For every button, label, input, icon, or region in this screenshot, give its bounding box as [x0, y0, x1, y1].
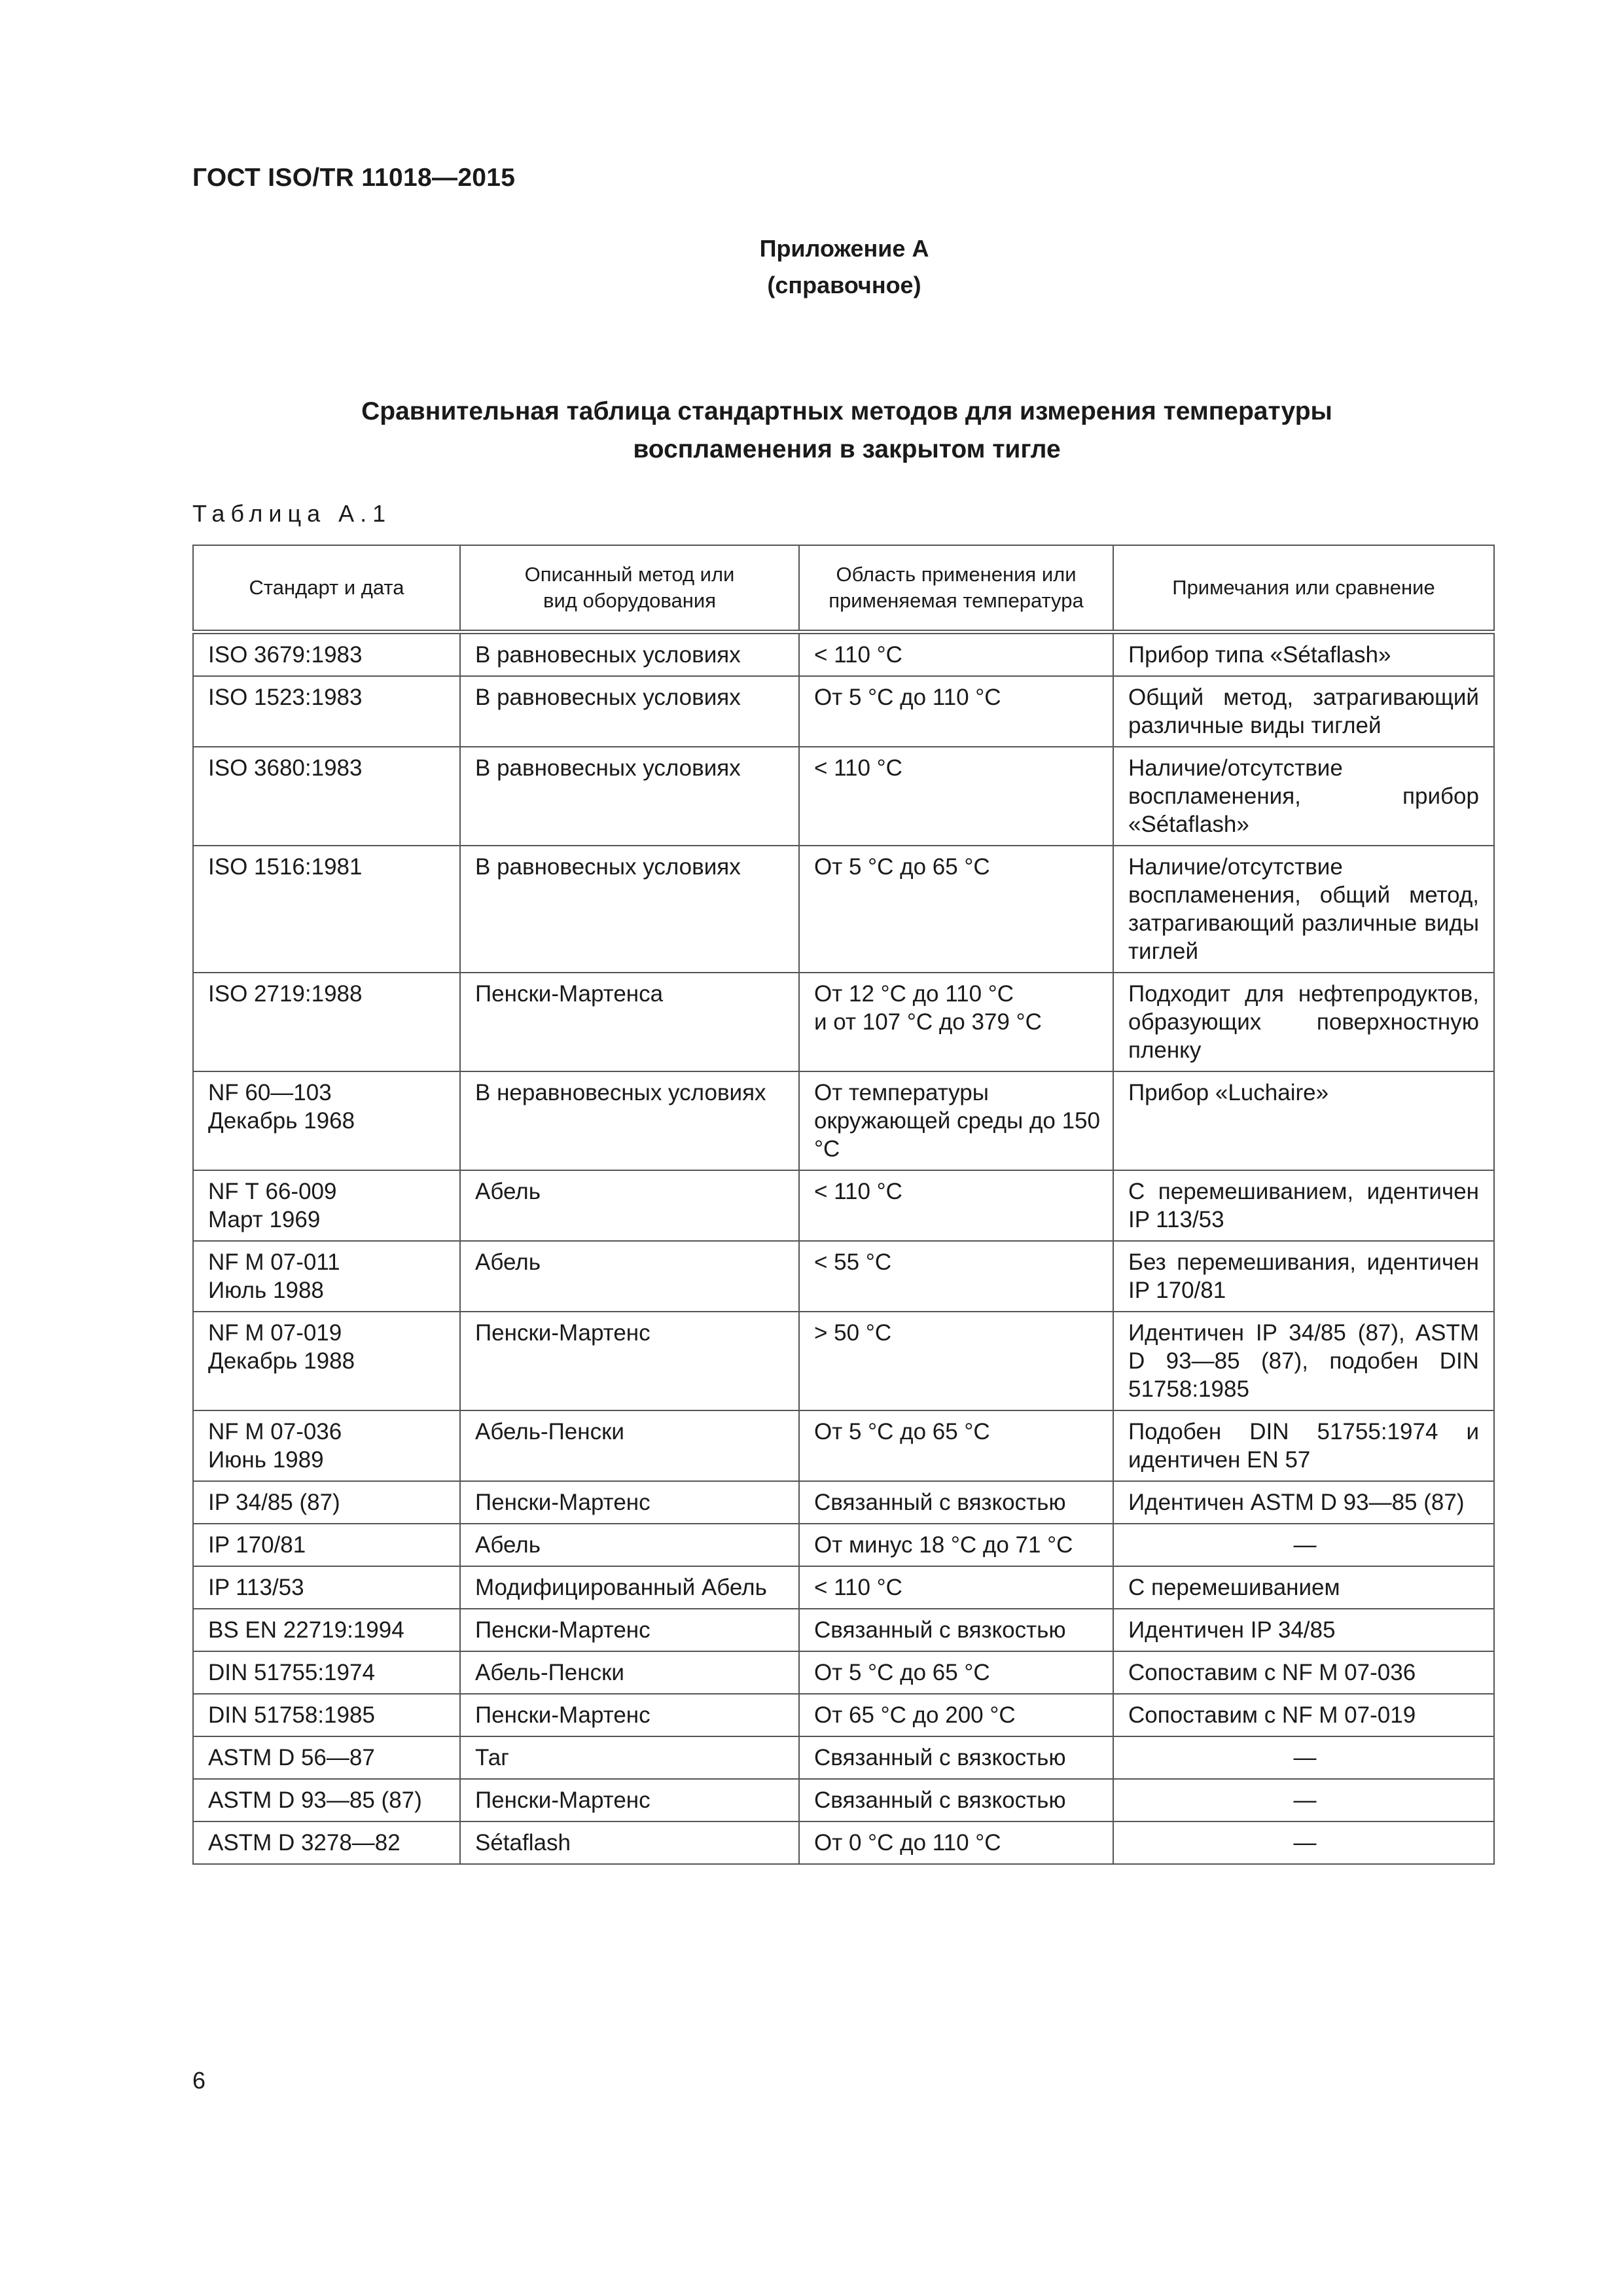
cell-method: Пенски-Мартенс [460, 1609, 799, 1651]
cell-line: Декабрь 1988 [208, 1348, 355, 1374]
table-row [193, 1694, 1494, 1736]
cell-method: Абель [460, 1170, 799, 1241]
page-title [192, 393, 1501, 469]
cell-range: < 55 °С [799, 1241, 1113, 1312]
cell-range: От 0 °С до 110 °С [799, 1821, 1113, 1864]
table-row [193, 973, 1494, 1071]
table-row [193, 1609, 1494, 1651]
cell-range: Связанный с вязкостью [799, 1481, 1113, 1524]
cell-standard [193, 1312, 460, 1410]
cell-range: Связанный с вязкостью [799, 1779, 1113, 1821]
cell-method: Абель [460, 1524, 799, 1566]
table-row [193, 632, 1494, 677]
cell-standard: ASTM D 93—85 (87) [193, 1779, 460, 1821]
cell-notes: Прибор типа «Sétaflash» [1113, 632, 1494, 677]
appendix-heading [654, 230, 1034, 304]
table-row [193, 1170, 1494, 1241]
cell-range: От 5 °С до 65 °С [799, 1651, 1113, 1694]
cell-standard: IP 34/85 (87) [193, 1481, 460, 1524]
cell-method: Абель-Пенски [460, 1651, 799, 1694]
cell-standard: DIN 51755:1974 [193, 1651, 460, 1694]
cell-standard: ISO 1523:1983 [193, 676, 460, 747]
cell-range: > 50 °С [799, 1312, 1113, 1410]
cell-notes: — [1113, 1821, 1494, 1864]
cell-notes: С перемешиванием, идентичен IP 113/53 [1113, 1170, 1494, 1241]
table-row [193, 1566, 1494, 1609]
cell-notes: Сопоставим с NF M 07-019 [1113, 1694, 1494, 1736]
cell-standard: ISO 1516:1981 [193, 846, 460, 973]
cell-method: Пенски-Мартенс [460, 1779, 799, 1821]
cell-line: Декабрь 1968 [208, 1108, 355, 1134]
cell-notes: Наличие/отсутствие воспламенения, прибор «Sétaflash» [1113, 747, 1494, 846]
cell-notes: — [1113, 1779, 1494, 1821]
table-row [193, 1312, 1494, 1410]
cell-standard: IP 170/81 [193, 1524, 460, 1566]
cell-range: < 110 °С [799, 1170, 1113, 1241]
cell-notes: С перемешиванием [1113, 1566, 1494, 1609]
title-line-1: Сравнительная таблица стандартных методов для измерения температуры [361, 397, 1332, 425]
cell-notes: Наличие/отсутствие воспламенения, общий метод, затрагивающий различные виды тиглей [1113, 846, 1494, 973]
cell-method: Пенски-Мартенс [460, 1694, 799, 1736]
cell-notes: Сопоставим с NF M 07-036 [1113, 1651, 1494, 1694]
cell-notes: — [1113, 1524, 1494, 1566]
cell-standard: ISO 3679:1983 [193, 632, 460, 677]
cell-method: Пенски-Мартенс [460, 1481, 799, 1524]
column-header-method: Описанный метод или вид оборудования [460, 545, 799, 632]
table-body [193, 632, 1494, 1865]
cell-range: От 5 °С до 65 °С [799, 846, 1113, 973]
cell-range: Связанный с вязкостью [799, 1736, 1113, 1779]
cell-standard [193, 1410, 460, 1481]
table-label: Таблица А.1 [192, 500, 392, 527]
cell-notes: Прибор «Luchaire» [1113, 1071, 1494, 1170]
table-row [193, 846, 1494, 973]
cell-range: Связанный с вязкостью [799, 1609, 1113, 1651]
cell-notes: Идентичен ASTM D 93—85 (87) [1113, 1481, 1494, 1524]
cell-notes: Идентичен IP 34/85 (87), ASTM D 93—85 (87), подобен DIN 51758:1985 [1113, 1312, 1494, 1410]
document-header: ГОСТ ISO/TR 11018—2015 [192, 164, 516, 192]
cell-range: < 110 °С [799, 632, 1113, 677]
cell-range: < 110 °С [799, 1566, 1113, 1609]
table-row [193, 1821, 1494, 1864]
cell-line: NF М 07-011 [208, 1249, 340, 1275]
table-header [193, 545, 1494, 632]
cell-line: и от 107 °С до 379 °С [814, 1009, 1042, 1035]
table-row [193, 1071, 1494, 1170]
cell-line: NF М 07-036 [208, 1419, 342, 1444]
cell-method: Таг [460, 1736, 799, 1779]
title-line-2: воспламенения в закрытом тигле [633, 435, 1061, 463]
cell-range: От 65 °С до 200 °С [799, 1694, 1113, 1736]
table-row [193, 1524, 1494, 1566]
table-row [193, 1779, 1494, 1821]
cell-method: В равновесных условиях [460, 676, 799, 747]
cell-method: В равновесных условиях [460, 747, 799, 846]
cell-standard [193, 1071, 460, 1170]
cell-line: NF 60—103 [208, 1080, 332, 1105]
cell-line: NF М 07-019 [208, 1320, 342, 1346]
cell-method: В равновесных условиях [460, 846, 799, 973]
cell-standard: IP 113/53 [193, 1566, 460, 1609]
column-header-notes: Примечания или сравнение [1113, 545, 1494, 632]
cell-standard: BS EN 22719:1994 [193, 1609, 460, 1651]
cell-notes: Идентичен IP 34/85 [1113, 1609, 1494, 1651]
column-header-standard: Стандарт и дата [193, 545, 460, 632]
table-row [193, 747, 1494, 846]
cell-method: Абель [460, 1241, 799, 1312]
cell-range: От минус 18 °С до 71 °С [799, 1524, 1113, 1566]
table-row [193, 1410, 1494, 1481]
cell-standard: ISO 3680:1983 [193, 747, 460, 846]
cell-method: Sétaflash [460, 1821, 799, 1864]
table-row [193, 1481, 1494, 1524]
cell-notes: Подходит для нефтепродуктов, образующих поверхностную пленку [1113, 973, 1494, 1071]
header-row [193, 545, 1494, 632]
cell-standard: ASTM D 56—87 [193, 1736, 460, 1779]
cell-notes: Общий метод, затрагивающий различные виды тиглей [1113, 676, 1494, 747]
cell-standard: ASTM D 3278—82 [193, 1821, 460, 1864]
cell-range: От 5 °С до 110 °С [799, 676, 1113, 747]
column-header-range: Область применения или применяемая температура [799, 545, 1113, 632]
page-number: 6 [192, 2067, 206, 2094]
cell-standard: DIN 51758:1985 [193, 1694, 460, 1736]
table-row [193, 1736, 1494, 1779]
cell-range: < 110 °С [799, 747, 1113, 846]
cell-standard: ISO 2719:1988 [193, 973, 460, 1071]
cell-range [799, 973, 1113, 1071]
standards-table [192, 545, 1495, 1865]
appendix-subtitle: (справочное) [767, 272, 921, 298]
cell-method: Модифицированный Абель [460, 1566, 799, 1609]
cell-range: От 5 °С до 65 °С [799, 1410, 1113, 1481]
cell-method: Пенски-Мартенса [460, 973, 799, 1071]
cell-standard [193, 1170, 460, 1241]
cell-notes: Без перемешивания, идентичен IP 170/81 [1113, 1241, 1494, 1312]
appendix-title: Приложение А [759, 235, 929, 262]
cell-line: От 12 °С до 110 °С [814, 981, 1014, 1007]
cell-line: Июль 1988 [208, 1278, 324, 1303]
table-row [193, 676, 1494, 747]
cell-notes: Подобен DIN 51755:1974 и идентичен EN 57 [1113, 1410, 1494, 1481]
cell-notes: — [1113, 1736, 1494, 1779]
table-row [193, 1651, 1494, 1694]
cell-method: Пенски-Мартенс [460, 1312, 799, 1410]
cell-line: Март 1969 [208, 1207, 321, 1232]
table-row [193, 1241, 1494, 1312]
cell-method: В неравновесных условиях [460, 1071, 799, 1170]
cell-method: В равновесных условиях [460, 632, 799, 677]
cell-line: NF Т 66-009 [208, 1179, 337, 1204]
cell-range: От температуры окружающей среды до 150 °С [799, 1071, 1113, 1170]
cell-line: Июнь 1989 [208, 1447, 324, 1473]
cell-method: Абель-Пенски [460, 1410, 799, 1481]
cell-standard [193, 1241, 460, 1312]
